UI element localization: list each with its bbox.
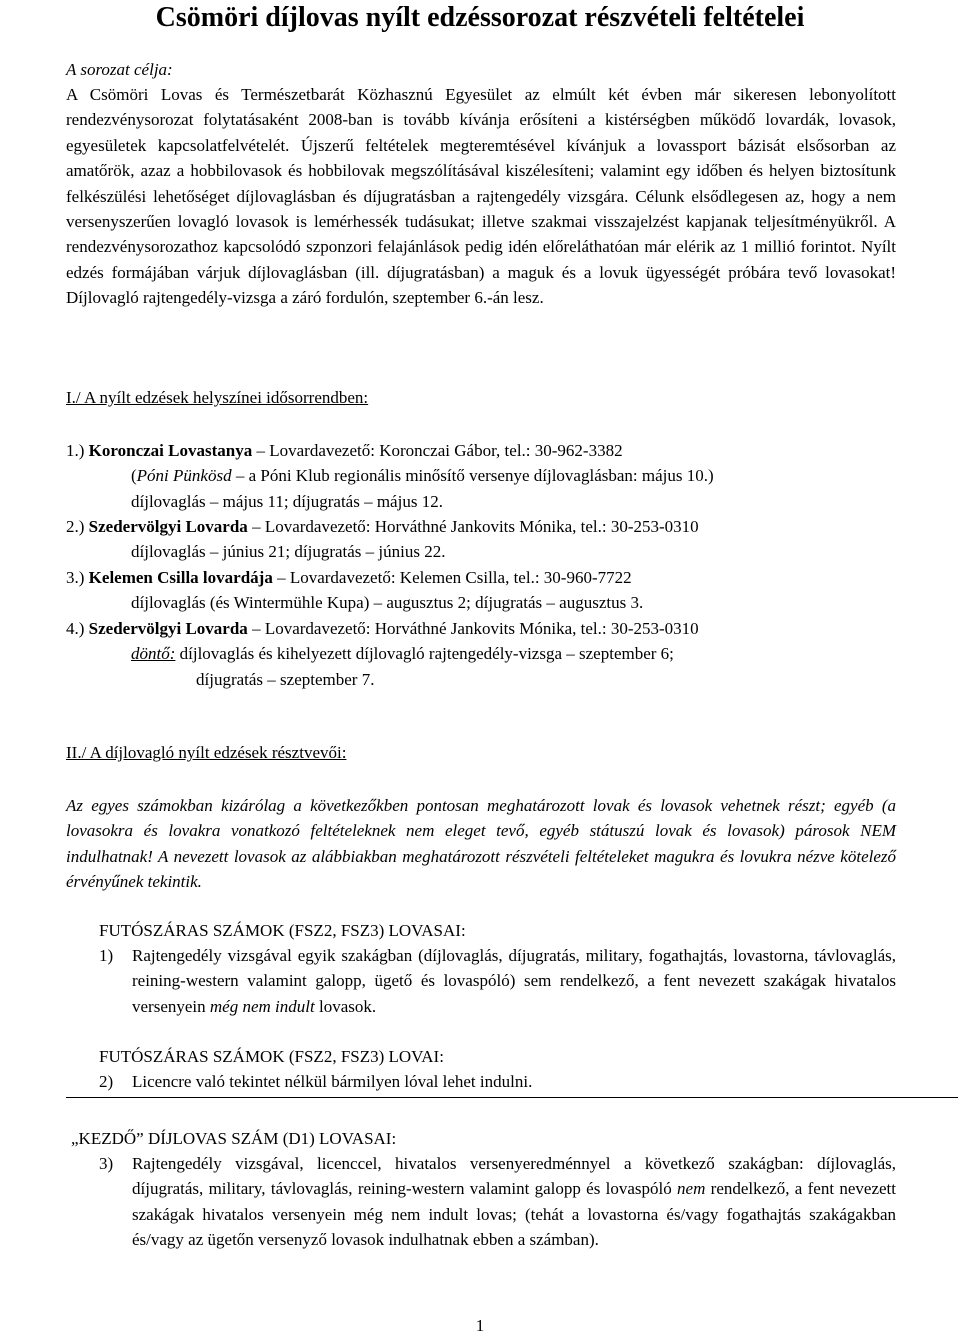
venue-1-num: 1.)	[66, 441, 85, 460]
group1-item-text-b: lovasok.	[314, 996, 377, 1016]
venue-4-leader: Lovardavezető: Horváthné Jankovits Mónika, tel.: 30-253-0310	[264, 619, 699, 638]
venue-4-sub2: díjugratás – szeptember 7.	[196, 669, 375, 689]
venue-4-final-label: döntő:	[131, 644, 176, 664]
venue-2-dash: –	[247, 517, 265, 536]
section2-heading-text: II./ A díjlovagló nyílt edzések résztvevői:	[66, 743, 347, 762]
venue-2-name: Szedervölgyi Lovarda	[88, 517, 248, 536]
group2-item-num: 2)	[99, 1072, 114, 1091]
venue-1-leader: Lovardavezető: Koronczai Gábor, tel.: 30-962-3382	[269, 441, 623, 460]
group3-item-num: 3)	[99, 1154, 114, 1173]
group1-heading: FUTÓSZÁRAS SZÁMOK (FSZ2, FSZ3) LOVASAI:	[99, 921, 466, 940]
venue-1-dash: –	[252, 441, 270, 460]
participants-notice: Az egyes számokban kizárólag a következőkben pontosan meghatározott lovak és lovasok vehetnek részt; egyéb (a lovasokra és lovakra vonatkozó feltételeknek nem eleget tevő, egyéb státuszú lovak és lovasok) párosok NEM indulhatnak! A nevezett lovasok az alábbiakban meghatározott részvételi feltételeket magukra és lovukra nézve kötelező érvényűnek tekintik.	[66, 796, 896, 892]
venue-3-name: Kelemen Csilla lovardája	[88, 568, 273, 587]
venue-1-sub2: díjlovaglás – május 11; díjugratás – május 12.	[131, 491, 443, 511]
venue-4-dash: –	[247, 619, 265, 638]
group3-item-text-b: rendelkező, a fent nevezett szakágak hivatalos versenyein még nem indult lovas; (tehát a lovastorna és/vagy fogathajtás szakágakban és/vagy az ügetőn versenyző lovasok indulhatnak ebben a számban).	[132, 1179, 896, 1250]
page-number: 1	[475, 1316, 485, 1335]
group2-item-text: Licencre való tekintet nélkül bármilyen lóval lehet indulni.	[132, 1072, 533, 1091]
venue-2-leader: Lovardavezető: Horváthné Jankovits Mónika, tel.: 30-253-0310	[264, 517, 699, 536]
group1-item-italic: még nem indult	[209, 996, 315, 1016]
section2-heading	[66, 740, 896, 765]
venue-3-num: 3.)	[66, 568, 85, 587]
venue-1-sub1-rest: – a Póni Klub regionális minősítő versenye díjlovaglásban: május 10.)	[231, 466, 714, 486]
section1-heading-text: I./ A nyílt edzések helyszínei idősorrendben:	[66, 388, 369, 407]
venue-1-sub1	[131, 463, 896, 488]
venue-2-sub1: díjlovaglás – június 21; díjugratás – június 22.	[131, 542, 446, 562]
venue-3-sub1: díjlovaglás (és Wintermühle Kupa) – augusztus 2; díjugratás – augusztus 3.	[131, 593, 644, 613]
venue-1-line	[66, 438, 896, 463]
group3-item-text	[132, 1151, 896, 1253]
group1-item-text-a: Rajtengedély vizsgával egyik szakágban (díjlovaglás, díjugratás, military, fogathajtás, lovastorna, távlovaglás, reining-western valamint galopp, ügető és lovaspóló) sem rendelkező, a fent nevezett szakágak hivatalos versenyein	[132, 946, 896, 1016]
group3-heading: „KEZDŐ” DÍJLOVAS SZÁM (D1) LOVASAI:	[71, 1129, 397, 1148]
venue-2-num: 2.)	[66, 517, 85, 536]
venue-2-line	[66, 514, 896, 539]
venue-3-line	[66, 565, 896, 590]
venue-4-num: 4.)	[66, 619, 85, 638]
group2-heading: FUTÓSZÁRAS SZÁMOK (FSZ2, FSZ3) LOVAI:	[99, 1047, 444, 1066]
venue-4-sub1-rest: díjlovaglás és kihelyezett díjlovagló rajtengedély-vizsga – szeptember 6;	[175, 644, 674, 664]
venue-4-sub1	[131, 641, 896, 666]
venue-4-line	[66, 616, 896, 641]
venue-3-dash: –	[272, 568, 290, 587]
intro-paragraph: A Csömöri Lovas és Természetbarát Közhasznú Egyesület az elmúlt két évben már sikeresen lebonyolított rendezvénysorozat folytatásaként 2008-ban is tovább kívánja erősíteni a kistérségben működő lovardák, lovasok, egyesületek kapcsolatfelvételét. Újszerű feltételek megteremtésével kívánjuk a lovassport bázisát elsősorban az amatőrök, azaz a hobbilovasok és hobbilovak megszólításával kiszélesíteni; valamint egy időben és helyen biztosítunk felkészülési lehetőséget díjlovaglásban és díjugratásban a rajtengedély vizsgára. Célunk elsődlegesen az, hogy a nem versenyszerűen lovagló lovasok is lemérhessék tudásukat; illetve szakmai visszajelzést kapjanak teljesítményükről. A rendezvénysorozathoz kapcsolódó szponzori felajánlások pedig idén előreláthatóan már elérik az 1 millió forintot. Nyílt edzés formájában várjuk díjlovaglásban (ill. díjugratásban) a maguk és a lovuk ügyességét próbára tevő lovasokat! Díjlovagló rajtengedély-vizsga a záró fordulón, szeptember 6.-án lesz.	[66, 85, 896, 308]
venue-1-sub1-italic: Póni Pünkösd	[136, 466, 232, 486]
section1-heading	[66, 385, 896, 410]
group2-item	[99, 1069, 896, 1094]
group1-item-num: 1)	[99, 946, 114, 965]
venue-3-leader: Lovardavezető: Kelemen Csilla, tel.: 30-960-7722	[289, 568, 632, 587]
venue-4-name: Szedervölgyi Lovarda	[88, 619, 248, 638]
group3-item-text-a: Rajtengedély vizsgával, licenccel, hivatalos versenyeredménnyel a következő szakágban: díjlovaglás, díjugratás, military, távlovaglás, reining-western valamint galopp és lovaspóló	[132, 1154, 896, 1199]
horizontal-rule	[66, 1097, 958, 1098]
group3-item	[99, 1151, 896, 1253]
group1-item	[99, 943, 896, 1019]
venue-1-sub1-open: (	[131, 466, 137, 486]
group1-item-text	[132, 943, 896, 1019]
document-title: Csömöri díjlovas nyílt edzéssorozat részvételi feltételei	[155, 2, 805, 33]
group3-item-italic: nem	[677, 1179, 706, 1199]
intro-label: A sorozat célja:	[66, 60, 173, 79]
venue-1-name: Koronczai Lovastanya	[88, 441, 253, 460]
